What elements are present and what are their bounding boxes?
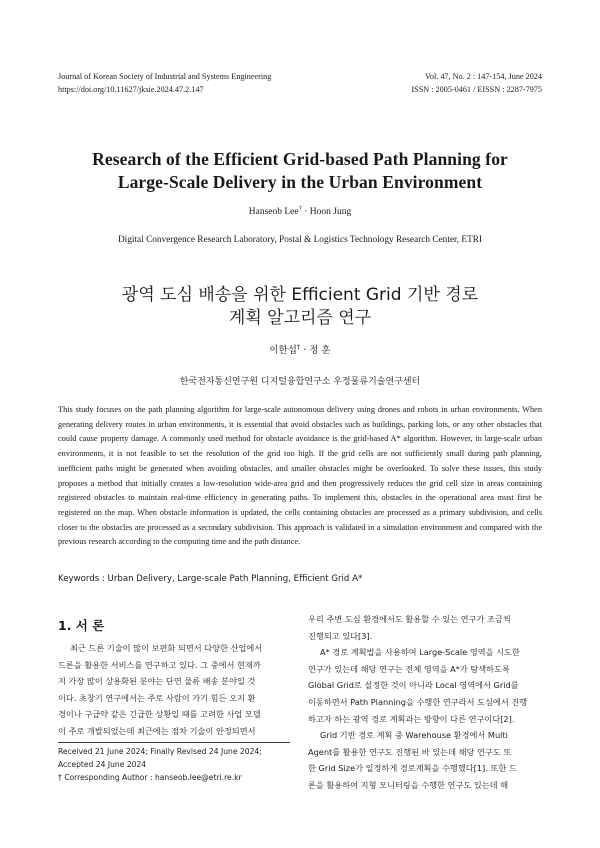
accepted-date: Accepted 24 June 2024	[58, 760, 147, 769]
title-ko-line1: 광역 도심 배송을 위한 Efficient Grid 기반 경로	[121, 285, 479, 305]
paragraph-line: 론을 활용하여 지형 모니터링을 수행한 연구도 있는데 해	[308, 779, 509, 790]
footnotes	[58, 745, 298, 784]
title-ko-line2: 계획 알고리즘 연구	[228, 308, 372, 328]
authors-en	[0, 205, 600, 217]
author-1: Hanseob Lee	[248, 207, 299, 218]
received-date: Received 21 June 2024; Finally Revised 24 June 2024;	[58, 747, 262, 756]
volume-info: Vol. 47, No. 2 : 147-154, June 2024	[425, 72, 542, 81]
paragraph-line: 연구가 있는데 해당 연구는 전체 영역을 A*가 탐색하도록	[308, 663, 510, 674]
left-column-text	[58, 640, 290, 740]
title-en-line2: Large-Scale Delivery in the Urban Environment	[117, 172, 483, 192]
paragraph-line: Grid 기반 경로 계획 중 Warehouse 환경에서 Multi	[320, 730, 508, 741]
section-heading-introduction: 1. 서 론	[58, 618, 105, 633]
paragraph-line: 한 Grid Size가 일정하게 경로계획을 수행했다[1]. 또한 드	[308, 763, 517, 774]
paragraph-line: 지 가장 많이 상용화된 분야는 단연 물류 배송 분야일 것	[58, 676, 256, 687]
corresponding-mark: †	[298, 205, 302, 212]
paragraph-line: 이동하면서 Path Planning을 수행한 연구라서 도심에서 진행	[308, 696, 528, 707]
affiliation-ko: 한국전자통신연구원 디지털융합연구소 우정물류기술연구센터	[179, 377, 421, 387]
abstract: This study focuses on the path planning algorithm for large-scale autonomous delivery using drones and robots in urban environments. When generating delivery routes in urban environments, it is essential that avoid obstacles such as buildings, parking lots, or any other obstacles that could cause property damage. A commonly used method for obstacle avoidance is the grid-based A* algorithm. However, in large-scale urban environments, it is not feasible to set the resolution of the grid too high. If the grid cells are not sufficiently small during path planning, inefficient paths might be generated when avoiding obstacles, and smaller obstacles might be overlooked. To solve these issues, this study proposes a method that initially creates a low-resolution wide-area grid and then progressively reduces the grid cell size in areas containing registered obstacles to maintain real-time efficiency in generating paths. To implement this, obstacles in the operational area must first be registered on the map. When obstacle information is updated, the cells containing obstacles are processed as a primary subdivision, and cells closer to the obstacles are processed as a secondary subdivision. This approach is validated in a simulation environment and compared with the previous research according to the computing time and the path distance.	[58, 405, 542, 547]
paragraph-line: 하고자 하는 광역 경로 계획과는 방향이 다른 연구이다[2].	[308, 713, 515, 724]
keywords	[58, 574, 542, 584]
corresponding-mark-ko: †	[296, 342, 301, 351]
paragraph-line: Global Grid로 설정한 것이 아니라 Local 영역에서 Grid를	[308, 680, 519, 691]
author-2-ko: · 정 훈	[303, 345, 331, 356]
paragraph-line: 우리 주변 도심 환경에서도 활용할 수 있는 연구가 조금씩	[308, 614, 511, 624]
author-1-ko: 이한섭	[269, 345, 297, 356]
journal-name: Journal of Korean Society of Industrial and Systems Engineering	[58, 72, 272, 81]
right-column-text	[308, 611, 542, 794]
paragraph-line: A* 경로 계획법을 사용하여 Large-Scale 영역을 시도한	[320, 647, 520, 658]
keywords-text: Urban Delivery, Large-scale Path Planning, Efficient Grid A*	[107, 574, 363, 584]
doi-link[interactable]: https://doi.org/10.11627/jksie.2024.47.2.147	[58, 85, 204, 94]
keywords-label: Keywords :	[58, 574, 105, 584]
paragraph-line: 최근 드론 기술이 많이 보편화 되면서 다양한 산업에서	[70, 643, 263, 653]
title-en-line1: Research of the Efficient Grid-based Path Planning for	[92, 149, 508, 169]
paragraph-line: 이다. 초창기 연구에서는 주로 사람이 가기 힘든 오지 환	[58, 692, 256, 703]
paragraph-line: 경이나 구급약 같은 긴급한 상황일 때를 고려한 사업 모델	[58, 709, 261, 720]
author-2: · Hoon Jung	[304, 207, 352, 218]
paragraph-line: 진행되고 있다[3].	[308, 630, 373, 641]
paragraph-line: 이 주로 개발되었는데 최근에는 점차 기술이 안정되면서	[58, 725, 256, 736]
issn-info: ISSN : 2005-0461 / EISSN : 2287-7975	[411, 85, 542, 94]
corresponding-author: † Corresponding Author : hanseob.lee@etri.re.kr	[58, 773, 242, 782]
footnote-rule	[58, 742, 290, 743]
affiliation-en: Digital Convergence Research Laboratory, Postal & Logistics Technology Research Center, ETRI	[117, 235, 483, 245]
paragraph-line: 드론을 활용한 서비스를 연구하고 있다. 그 중에서 현재까	[58, 659, 261, 670]
authors-ko	[0, 342, 600, 356]
paragraph-line: Agent를 활용한 연구도 진행된 바 있는데 해당 연구도 또	[308, 746, 512, 757]
